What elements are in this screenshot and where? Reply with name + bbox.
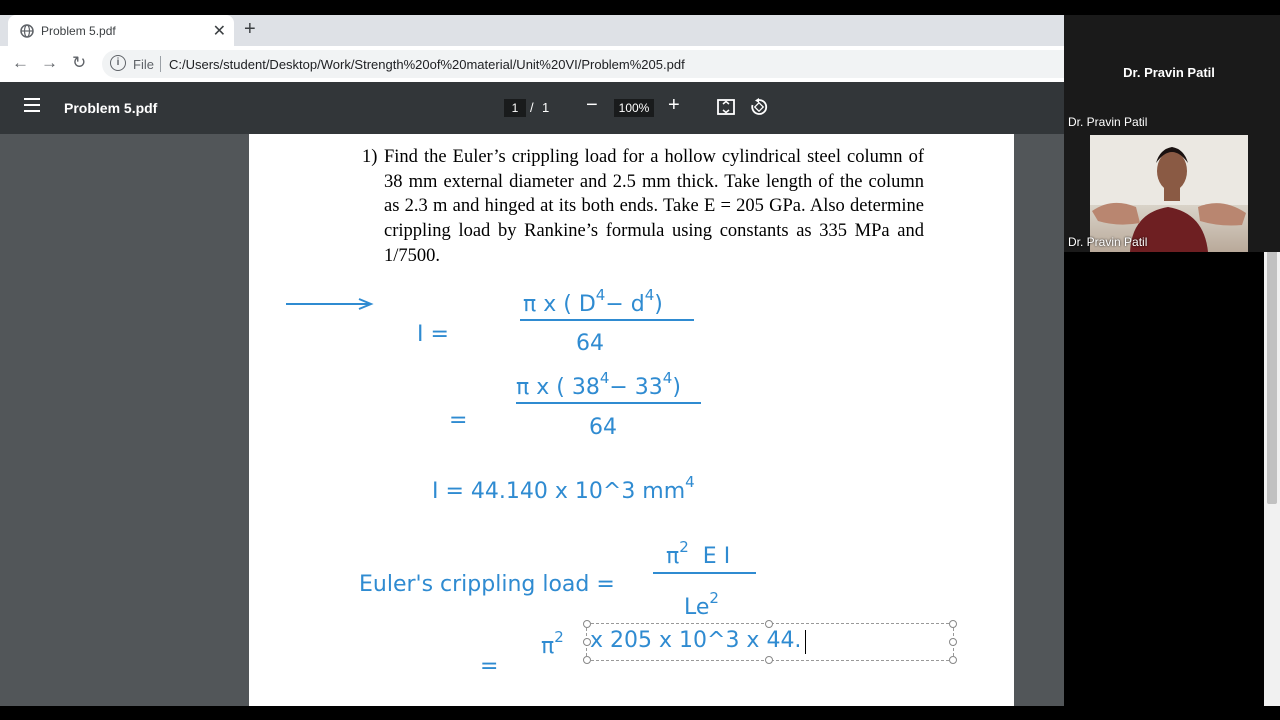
url-text[interactable]: C:/Users/student/Desktop/Work/Strength%20of%20material/Unit%20VI/Problem%205.pdf (169, 57, 685, 72)
eq2-fraction-line (516, 402, 701, 404)
participant-name: Dr. Pravin Patil (1068, 115, 1148, 129)
eq1-numerator: π x ( $D^4- d^4$) (523, 286, 663, 317)
zoom-out-button[interactable]: − (586, 94, 598, 116)
eq2-denominator: 64 (589, 415, 617, 440)
rotate-icon[interactable] (750, 98, 768, 116)
participant-video[interactable] (1068, 135, 1248, 252)
tab-close-icon[interactable]: ✕ (212, 23, 226, 40)
url-scheme: File (133, 57, 154, 72)
annotation-text[interactable]: x 205 x 10^3 x 44. (590, 628, 802, 653)
new-tab-button[interactable]: + (244, 18, 256, 40)
info-icon[interactable]: i (110, 55, 126, 71)
eq1-denominator: 64 (576, 331, 604, 356)
step-equals: = (480, 654, 499, 679)
zoom-input[interactable]: 100% (614, 99, 654, 117)
globe-icon (20, 24, 34, 38)
problem-number: 1) (362, 147, 378, 167)
euler-load-label: Euler's crippling load = (359, 572, 615, 597)
problem-statement (362, 145, 924, 269)
back-icon[interactable]: ← (12, 53, 29, 72)
euler-denominator: Le$^2$ (684, 589, 719, 620)
step-pi-squared: $\pi^2$ (541, 628, 564, 659)
eq2-equals: = (449, 408, 468, 433)
eq2-numerator: π x ( $38^4- 33^4$) (516, 369, 681, 400)
pdf-toolbar (0, 82, 1064, 134)
pdf-file-name: Problem 5.pdf (64, 100, 158, 116)
page-number-input[interactable]: 1 (504, 99, 526, 117)
tab-title: Problem 5.pdf (41, 24, 116, 38)
address-bar[interactable] (102, 50, 1064, 78)
arrow-annotation (285, 296, 375, 312)
moment-of-inertia-label: I = (417, 322, 449, 347)
zoom-in-button[interactable]: + (668, 94, 680, 116)
forward-icon[interactable]: → (41, 53, 58, 72)
host-name: Dr. Pravin Patil (1123, 65, 1215, 80)
eq1-fraction-line (520, 319, 694, 321)
problem-text: Find the Euler’s crippling load for a hollow cylindrical steel column of 38 mm external diameter and 2.5 mm thick. Take length of the column as 2.3 m and hinged at its both ends. Take E = 205 GPa. Also determine crippling load by Rankine’s formula using constants as 335 MPa and 1/7500. (384, 147, 924, 266)
text-cursor (805, 630, 806, 654)
participant-video-name: Dr. Pravin Patil (1068, 235, 1148, 249)
page-separator: / (530, 100, 534, 115)
page-total: 1 (542, 100, 550, 115)
euler-fraction-line (653, 572, 756, 574)
menu-icon[interactable] (24, 98, 40, 116)
browser-tab[interactable] (8, 15, 234, 46)
euler-numerator: $\pi^2$ E I (666, 538, 731, 569)
url-divider (160, 56, 161, 72)
reload-icon[interactable]: ↻ (72, 53, 87, 72)
inertia-result: I = 44.140 x 10^3 $mm^4$ (432, 473, 695, 504)
fit-page-icon[interactable] (717, 99, 735, 115)
